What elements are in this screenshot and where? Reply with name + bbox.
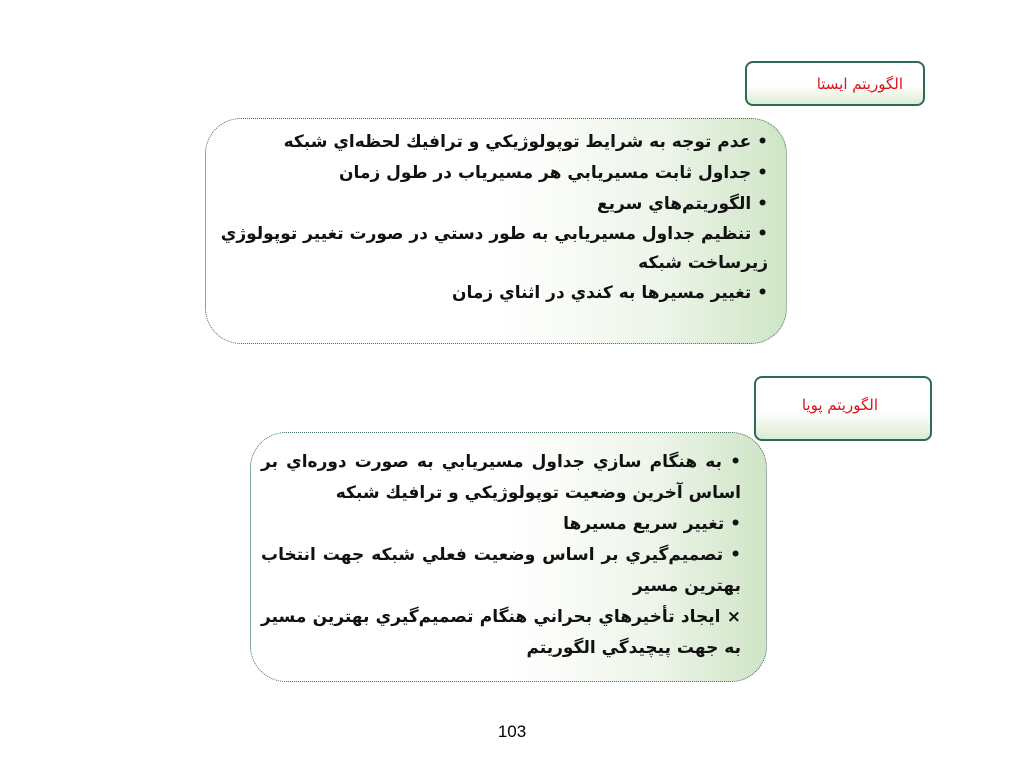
list-item: • تغيير سريع مسيرها xyxy=(563,514,741,534)
list-item: × ايجاد تأخيرهاي بحراني هنگام تصميم‌گيري بهترين مسير به جهت پيچيدگي الگوريتم xyxy=(261,607,741,658)
static-algorithm-label-text: الگوريتم ايستا xyxy=(816,75,903,93)
list-item: • عدم توجه به شرايط توپولوژيکي و ترافيك لحظه‌اي شبكه xyxy=(283,132,768,152)
dynamic-algorithm-panel xyxy=(250,432,767,682)
list-item: • تغيير مسيرها به كندي در اثناي زمان xyxy=(452,283,768,303)
dynamic-algorithm-label xyxy=(754,376,932,441)
page-number: 103 xyxy=(497,722,527,741)
static-algorithm-panel xyxy=(205,118,787,344)
list-item: • تنظيم جداول مسيريابي به طور دستي در صورت تغيير توپولوژي زيرساخت شبكه xyxy=(220,224,768,273)
list-item: • تصميم‌گيري بر اساس وضعيت فعلي شبكه جهت انتخاب بهترين مسير xyxy=(261,545,741,596)
dynamic-algorithm-label-text: الگوريتم پويا xyxy=(801,396,878,414)
list-item: • جداول ثابت مسيريابي هر مسيرياب در طول زمان xyxy=(339,163,768,183)
list-item: • الگوريتم‌هاي سريع xyxy=(597,194,768,214)
list-item: • به هنگام سازي جداول مسيريابي به صورت دوره‌اي بر اساس آخرين وضعيت توپولوژيكي و ترافيك شبكه xyxy=(261,452,741,503)
static-algorithm-label xyxy=(745,61,925,106)
